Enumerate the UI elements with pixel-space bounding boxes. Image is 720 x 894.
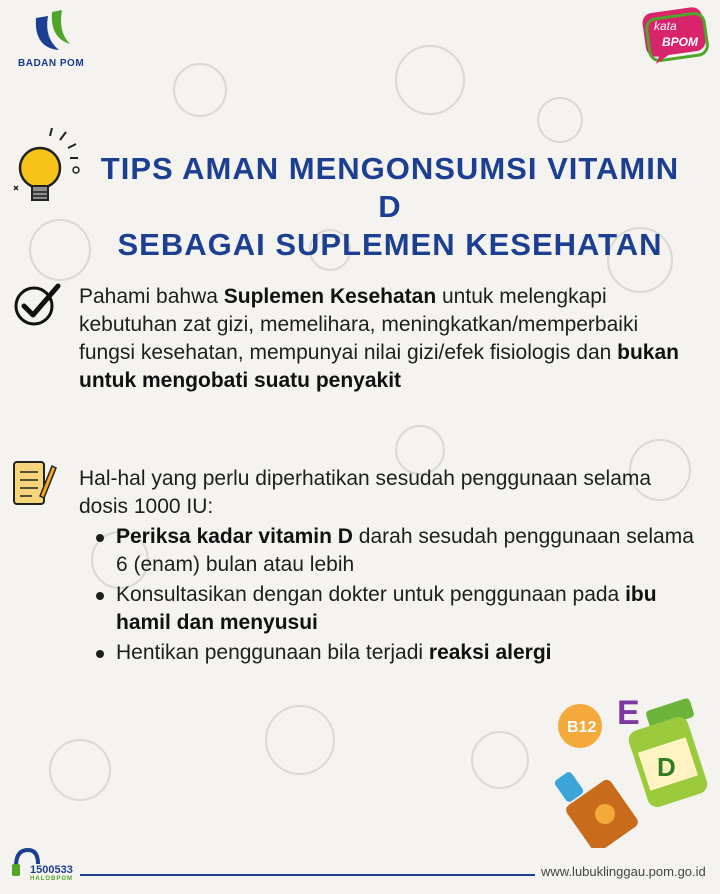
footer-url: www.lubuklinggau.pom.go.id [541,864,706,879]
section-1-text-b: untuk melengkapi kebutuhan zat gizi, memelihara, meningkatkan/memperbaiki fungsi kesehatan, mempunyai nilai gizi/efek fisiologis dan [79,285,639,364]
section-2-intro: Hal-hal yang perlu diperhatikan sesudah penggunaan selama dosis 1000 IU: [79,467,652,518]
label-b12: B12 [567,719,597,736]
bullet-3-text: Hentikan penggunaan bila terjadi [116,641,429,664]
logo-right-text-2: BPOM [662,35,698,49]
section-1-text-a: Pahami bahwa [79,285,224,308]
bullet-1-bold: Periksa kadar vitamin D [116,525,353,548]
page-title [100,150,680,264]
title-part-1: TIPS AMAN MENGONSUMSI [100,151,548,186]
list-item [94,523,694,579]
bullet-list [94,523,694,669]
lightbulb-icon [10,126,80,212]
logo-text: BADAN POM [18,58,85,69]
section-1-bold-a: Suplemen Kesehatan [223,285,437,308]
title-line-2 [100,226,680,264]
bullet-1-text: darah sesudah penggunaan selama 6 (enam) bulan atau lebih [116,525,694,576]
label-e: E [617,694,640,732]
list-item [94,581,694,637]
list-item [94,639,694,667]
title-highlight-2: SUPLEMEN KESEHATAN [275,227,663,262]
label-d: D [657,752,676,782]
hotline-number: 1500533 [30,864,73,876]
bullet-3-bold: reaksi alergi [428,641,552,664]
title-line-1 [100,150,680,226]
section-1-bold-b: bukan untuk mengobati suatu penyakit [79,341,679,392]
halo-bpom-logo [10,842,80,888]
kata-bpom-logo [640,6,714,66]
bullet-2-bold: ibu hamil dan menyusui [116,583,657,634]
section-1-text [79,283,699,395]
title-part-2: SEBAGAI [117,227,276,262]
hotline-label: HALOBPOM [30,876,73,882]
logo-right-text-1: kata [654,19,677,33]
checkmark-icon [12,282,62,328]
title-highlight-1: VITAMIN D [378,151,680,224]
vitamin-bottles-illustration [545,688,720,848]
footer-divider [80,874,535,876]
notepad-icon [10,456,58,510]
badan-pom-logo [14,8,94,68]
bullet-2-text: Konsultasikan dengan dokter untuk penggunaan pada [116,583,626,606]
